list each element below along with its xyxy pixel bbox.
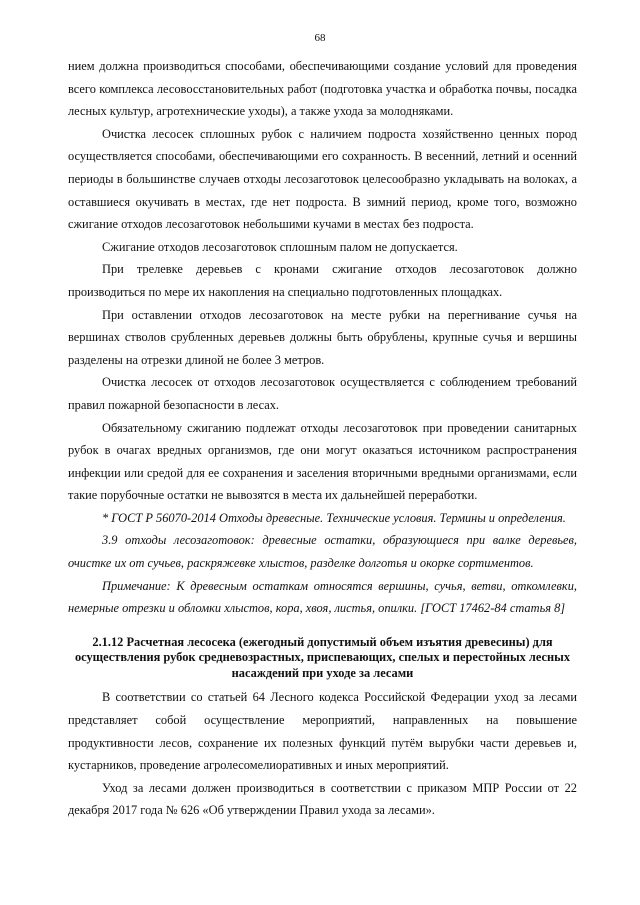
footnote-definition: 3.9 отходы лесозаготовок: древесные остатки, образующиеся при валке деревьев, очистке их от сучьев, раскряжевке хлыстов, разделке долготья и окорке сортиментов. — [68, 533, 577, 571]
document-body — [68, 55, 577, 822]
paragraph: При трелевке деревьев с кронами сжигание отходов лесозаготовок должно производиться по мере их накопления на специально подготовленных площадках. — [68, 262, 577, 299]
paragraph-continuation: нием должна производиться способами, обеспечивающими создание условий для проведения всего комплекса лесовосстановительных работ (подготовка участка и обработка почвы, посадка лесных культур, агротехнические уходы), а также ухода за молодняками. — [68, 59, 577, 119]
paragraph: При оставлении отходов лесозаготовок на месте рубки на перегнивание сучья на вершинах стволов срубленных деревьев должны быть обрублены, крупные сучья и вершины разделены на отрезки длиной не более 3 метров. — [68, 307, 577, 367]
page-number: 68 — [314, 32, 326, 44]
footnote-remark: Примечание: К древесным остаткам относятся вершины, сучья, ветви, откомлевки, немерные отрезки и обломки хлыстов, кора, хвоя, листья, опилки. [ГОСТ 17462-84 статья 8] — [68, 578, 577, 616]
paragraph: Уход за лесами должен производиться в соответствии с приказом МПР России от 22 декабря 2017 года № 626 «Об утверждении Правил ухода за лесами». — [68, 780, 577, 818]
paragraph: В соответствии со статьей 64 Лесного кодекса Российской Федерации уход за лесами представляет собой осуществление мероприятий, направленных на повышение продуктивности лесов, сохранение их полезных функций путём вырубки части деревьев и, кустарников, проведение агролесомелиоративных и иных мероприятий. — [68, 690, 577, 773]
paragraph: Очистка лесосек от отходов лесозаготовок осуществляется с соблюдением требований правил пожарной безопасности в лесах. — [68, 375, 577, 412]
paragraph: Обязательному сжиганию подлежат отходы лесозаготовок при проведении санитарных рубок в очагах вредных организмов, где они могут оказаться источником распространения инфекции или средой для ее сохранения и заселения вторичными вредными организмами, если такие порубочные остатки не вывозятся в места их дальнейшей переработки. — [68, 420, 577, 503]
section-heading: 2.1.12 Расчетная лесосека (ежегодный допустимый объем изъятия древесины) для осуществления рубок средневозрастных, приспевающих, спелых и перестойных лесных насаждений при уходе за лесами — [74, 634, 571, 680]
paragraph: Сжигание отходов лесозаготовок сплошным палом не допускается. — [102, 239, 458, 254]
footnote-gost: * ГОСТ Р 56070-2014 Отходы древесные. Технические условия. Термины и определения. — [102, 510, 566, 525]
paragraph: Очистка лесосек сплошных рубок с наличием подроста хозяйственно ценных пород осуществляется способами, обеспечивающими его сохранность. В весенний, летний и осенний периоды в большинстве случаев отходы лесозаготовок целесообразно укладывать на волоках, а оставшиеся окучивать в местах, где нет подроста. В зимний период, кроме того, возможно сжигание отходов лесозаготовок небольшими кучами в местах без подроста. — [68, 126, 577, 232]
